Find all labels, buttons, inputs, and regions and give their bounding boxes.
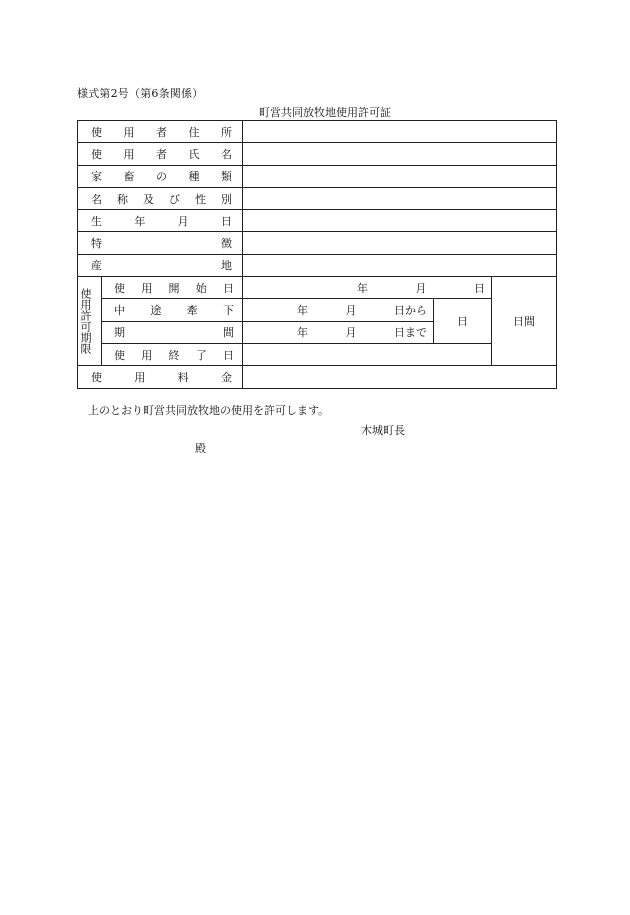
value-midway-from[interactable]: 年 月 日から xyxy=(243,299,434,321)
table-row xyxy=(78,210,557,232)
value-days-unit[interactable]: 日 xyxy=(434,299,492,344)
table-row xyxy=(78,187,557,209)
addressee-suffix: 殿 xyxy=(195,442,206,455)
value-birth-date[interactable] xyxy=(243,210,557,232)
label-birth-date: 生 年 月 日 xyxy=(78,210,243,232)
value-fee[interactable] xyxy=(243,366,557,388)
permit-statement: 上のとおり町営共同放牧地の使用を許可します。 xyxy=(88,404,330,417)
table-row xyxy=(78,143,557,165)
label-permit-period: 使用許可期限 xyxy=(78,277,102,366)
page-title: 町営共同放牧地使用許可証 xyxy=(259,106,391,119)
permit-table xyxy=(77,120,557,389)
label-midway-line2: 期 間 xyxy=(102,321,243,343)
value-end-date[interactable] xyxy=(243,343,492,365)
label-end-date: 使 用 終 了 日 xyxy=(102,343,243,365)
issuer: 木城町長 xyxy=(361,424,405,437)
label-livestock-type: 家 畜 の 種 類 xyxy=(78,165,243,187)
table-row xyxy=(78,254,557,276)
value-livestock-type[interactable] xyxy=(243,165,557,187)
form-number: 様式第2号（第6条関係） xyxy=(77,87,204,100)
value-name-sex[interactable] xyxy=(243,187,557,209)
value-days-total[interactable]: 日間 xyxy=(492,277,557,366)
value-start-date[interactable]: 年 月 日 xyxy=(243,277,492,299)
table-row xyxy=(78,299,557,321)
label-name-sex: 名 称 及 び 性 別 xyxy=(78,187,243,209)
value-midway-to[interactable]: 年 月 日まで xyxy=(243,321,434,343)
label-start-date: 使 用 開 始 日 xyxy=(102,277,243,299)
label-features: 特 徴 xyxy=(78,232,243,254)
table-row xyxy=(78,232,557,254)
table-row xyxy=(78,165,557,187)
table-row xyxy=(78,343,557,365)
table-row xyxy=(78,121,557,143)
table-row xyxy=(78,366,557,388)
value-origin[interactable] xyxy=(243,254,557,276)
value-user-address[interactable] xyxy=(243,121,557,143)
label-fee: 使 用 料 金 xyxy=(78,366,243,388)
value-user-name[interactable] xyxy=(243,143,557,165)
label-user-name: 使 用 者 氏 名 xyxy=(78,143,243,165)
label-midway-line1: 中 途 牽 下 xyxy=(102,299,243,321)
label-user-address: 使 用 者 住 所 xyxy=(78,121,243,143)
table-row xyxy=(78,277,557,299)
value-features[interactable] xyxy=(243,232,557,254)
label-origin: 産 地 xyxy=(78,254,243,276)
